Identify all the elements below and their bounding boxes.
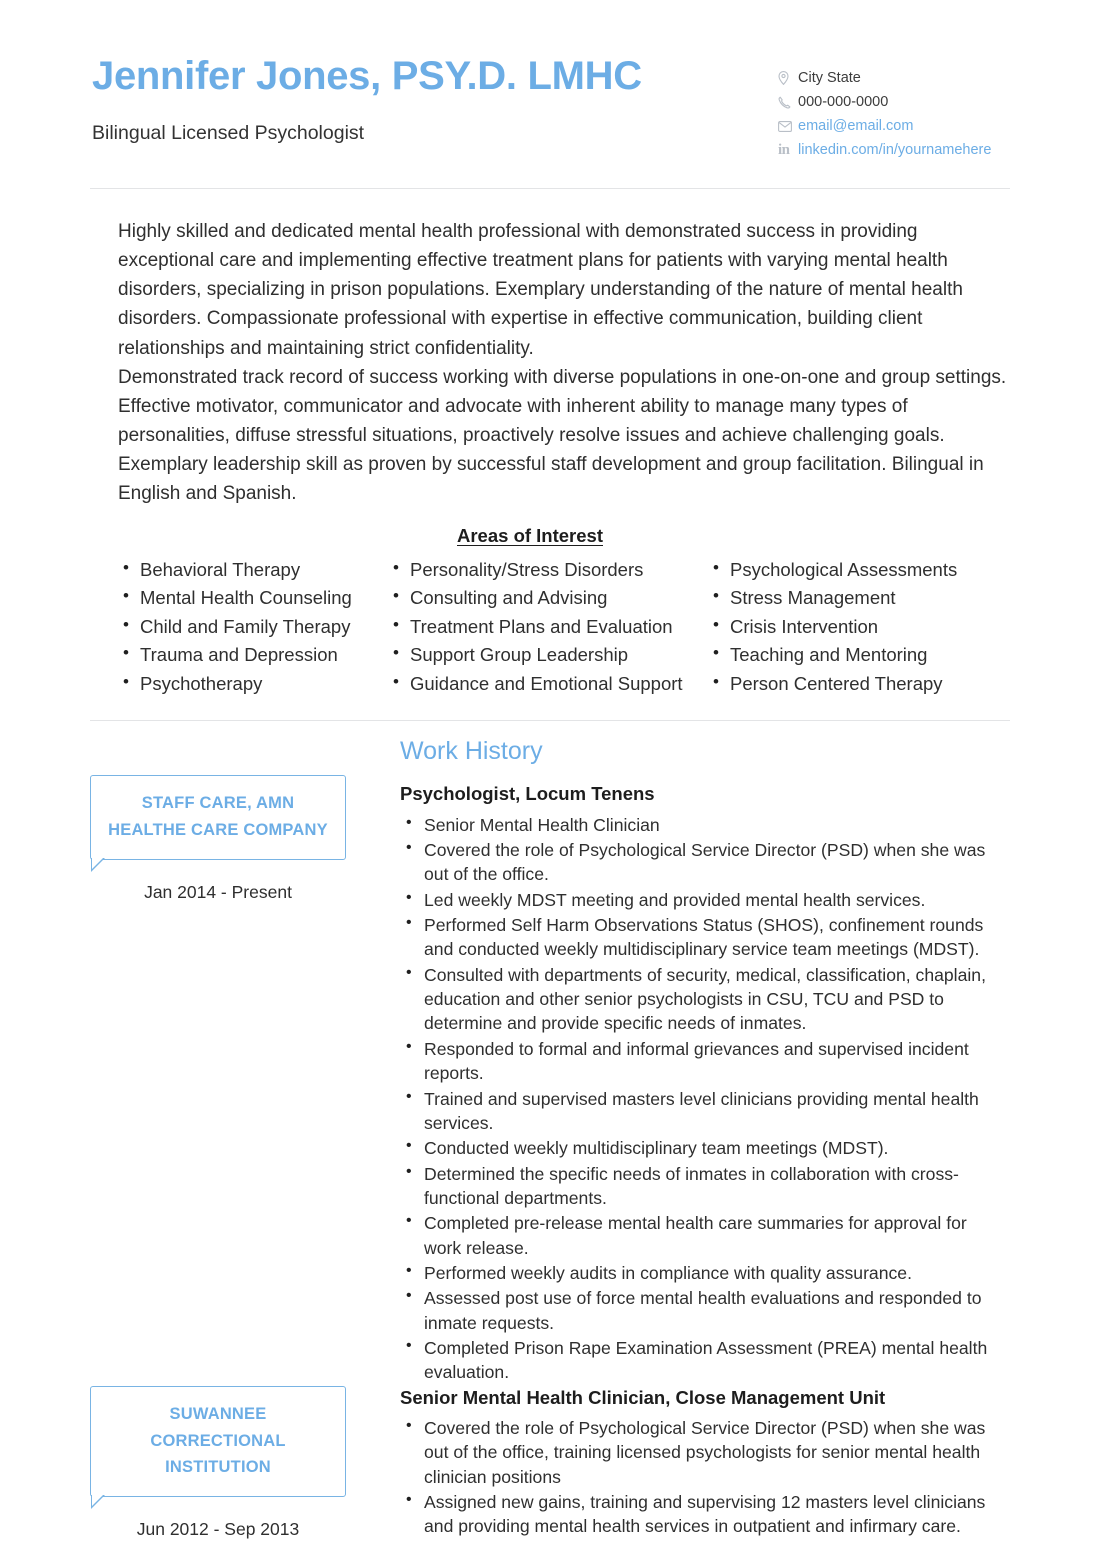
list-item: • Responded to formal and informal grievances and supervised incident reports. [424,1037,1008,1086]
candidate-name: Jennifer Jones, PSY.D. LMHC [92,54,642,98]
company-name: STAFF CARE, AMN HEALTHE CARE COMPANY [108,794,328,840]
map-pin-icon [778,71,798,85]
work-history-entry-2 [0,1386,1100,1540]
page-title: Work History [400,737,543,766]
badge-tail-inner-icon [92,1495,103,1506]
list-item: • Determined the specific needs of inmates in collaboration with cross-functional departments. [424,1162,1008,1211]
list-item: • Child and Family Therapy [140,613,388,642]
linkedin-icon: in [778,141,790,158]
areas-of-interest-title: Areas of Interest [457,524,603,546]
list-item: • Performed weekly audits in compliance with quality assurance. [424,1261,1008,1285]
list-item: • Assessed post use of force mental health evaluations and responded to inmate requests. [424,1286,1008,1335]
list-item: • Treatment Plans and Evaluation [410,613,708,642]
list-item: • Covered the role of Psychological Service Director (PSD) when she was out of the office, training licensed psychologists for senior mental health clinician positions [424,1416,1008,1489]
areas-of-interest-column-1 [118,556,388,699]
phone-icon [778,96,798,109]
job-title: Senior Mental Health Clinician, Close Management Unit [400,1386,886,1408]
job-responsibility-list [400,1416,1008,1539]
job-details-1 [346,739,1008,1385]
list-item: • Completed pre-release mental health care summaries for approval for work release. [424,1211,1008,1260]
contact-linkedin-text[interactable]: linkedin.com/in/yournamehere [798,141,992,158]
resume-header [0,0,1100,162]
areas-of-interest-columns [0,547,1100,699]
job-block [400,782,1008,1384]
summary-paragraph-1: Highly skilled and dedicated mental health professional with demonstrated success in providing exceptional care and implementing effective treatment plans for patients with varying mental health disorders, specializing in prison populations. Exemplary understanding of the nature of mental health disorders. Compassionate professional with expertise in effective communication, building client relationships and maintaining strict confidentiality. [118,221,963,359]
header-identity [92,52,778,145]
company-badge-1 [90,775,346,859]
list-item: • Trained and supervised masters level clinicians providing mental health services. [424,1087,1008,1136]
contact-phone [778,90,1010,114]
job-responsibility-list [400,813,1008,1385]
contact-email[interactable] [778,114,1010,138]
list-item: • Support Group Leadership [410,641,708,670]
company-column-2 [90,1386,346,1540]
list-item: • Consulted with departments of security, medical, classification, chaplain, education and other senior psychologists in CSU, TCU and PSD to determine and provide specific needs of inmates. [424,963,1008,1036]
list-item: • Consulting and Advising [410,584,708,613]
list-item: • Personality/Stress Disorders [410,556,708,585]
candidate-job-title: Bilingual Licensed Psychologist [92,121,365,144]
badge-tail-inner-icon [92,858,103,869]
job-title: Psychologist, Locum Tenens [400,783,655,805]
list-item: • Behavioral Therapy [140,556,388,585]
professional-summary [0,189,1100,509]
work-history-entry-1 [0,739,1100,1385]
employment-dates: Jan 2014 - Present [144,881,292,902]
list-item: • Mental Health Counseling [140,584,388,613]
list-item: • Stress Management [730,584,998,613]
list-item: • Assigned new gains, training and supervising 12 masters level clinicians and providing mental health services in outpatient and infirmary care. [424,1490,1008,1539]
company-badge-2 [90,1386,346,1497]
list-item: • Crisis Intervention [730,613,998,642]
list-item: • Senior Mental Health Clinician [424,813,1008,837]
list-item: • Conducted weekly multidisciplinary team meetings (MDST). [424,1136,1008,1160]
contact-linkedin[interactable] [778,138,1010,162]
contact-location-text: City State [798,69,861,86]
contact-location [778,66,1010,90]
job-details-2 [346,1386,1008,1540]
list-item: • Psychological Assessments [730,556,998,585]
areas-of-interest-column-2 [388,556,708,699]
contact-email-text[interactable]: email@email.com [798,117,914,134]
work-history-section [0,721,1100,1540]
list-item: • Teaching and Mentoring [730,641,998,670]
list-item: • Led weekly MDST meeting and provided mental health services. [424,888,1008,912]
list-item: • Covered the role of Psychological Service Director (PSD) when she was out of the office. [424,838,1008,887]
list-item: • Psychotherapy [140,670,388,699]
envelope-icon [778,121,798,132]
areas-of-interest-column-3 [708,556,998,699]
list-item: • Performed Self Harm Observations Status (SHOS), confinement rounds and conducted weekly multidisciplinary service team meetings (MDST). [424,913,1008,962]
list-item: • Completed Prison Rape Examination Assessment (PREA) mental health evaluation. [424,1336,1008,1385]
list-item: • Person Centered Therapy [730,670,998,699]
contact-phone-text: 000-000-0000 [798,93,889,110]
list-item: • Guidance and Emotional Support [410,670,708,699]
summary-paragraph-2: Demonstrated track record of success working with diverse populations in one-on-one and group settings. Effective motivator, communicator and advocate with inherent ability to manage many types of personalities, diffuse stressful situations, proactively resolve issues and achieve challenging goals. Exemplary leadership skill as proven by successful staff development and group facilitation. Bilingual in English and Spanish. [118,366,1007,505]
company-name: SUWANNEE CORRECTIONAL INSTITUTION [150,1404,286,1477]
contact-info-list [778,52,1010,162]
job-block [400,1386,1008,1539]
employment-dates: Jun 2012 - Sep 2013 [136,1519,300,1539]
list-item: • Trauma and Depression [140,641,388,670]
company-column-1 [90,739,346,1385]
